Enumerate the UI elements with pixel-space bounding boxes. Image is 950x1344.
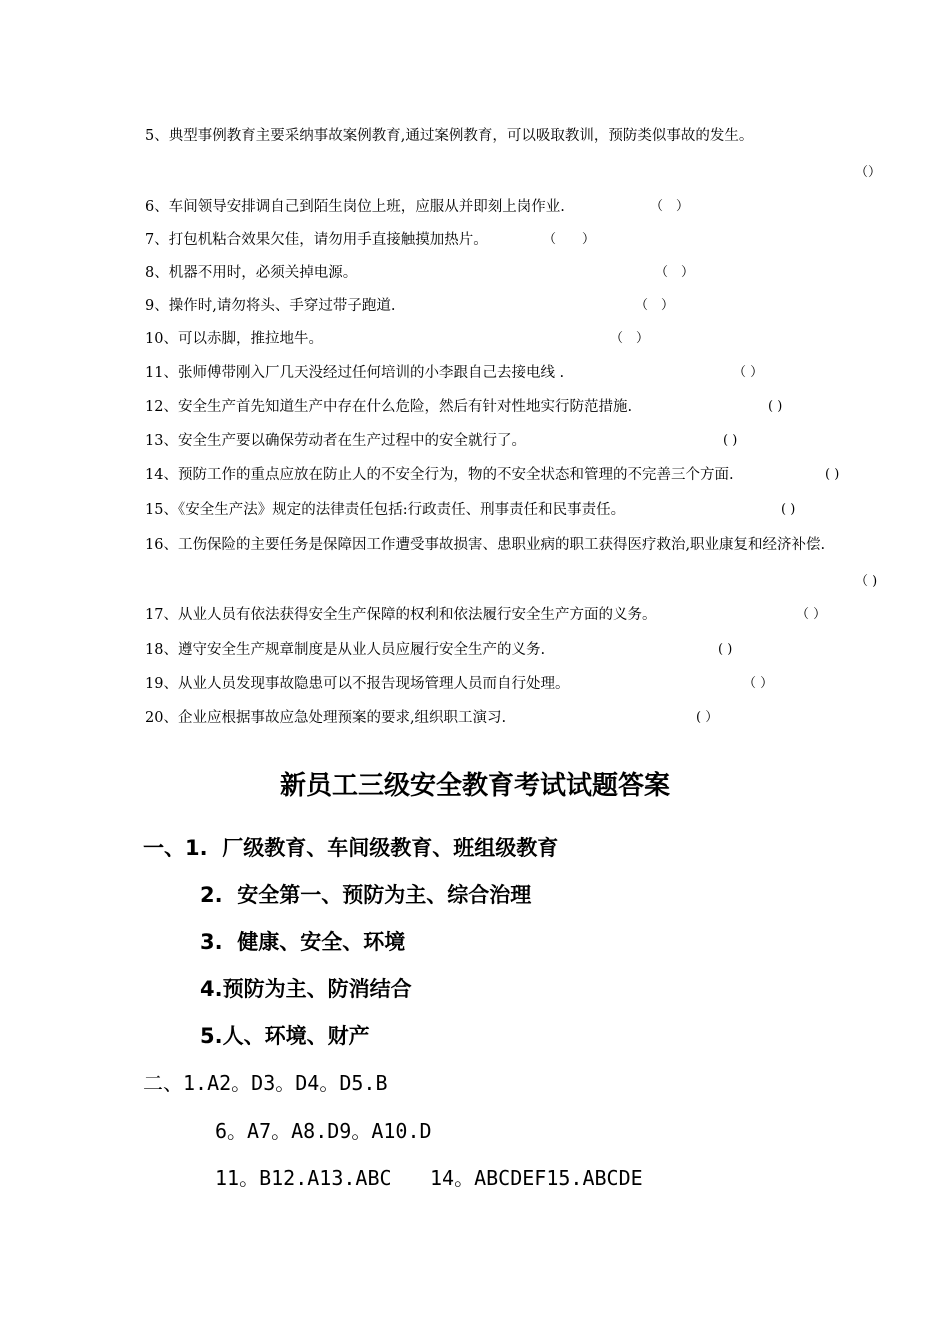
answer-blank-18: ( ) bbox=[718, 642, 733, 657]
question-10: 10、可以赤脚，推拉地牛。 bbox=[145, 331, 323, 347]
answer-blank-11: （ ） bbox=[733, 365, 764, 380]
answer-blank-7: （ ） bbox=[543, 232, 596, 247]
question-17: 17、从业人员有依法获得安全生产保障的权利和依法履行安全生产方面的义务。 bbox=[145, 607, 657, 623]
answer-part2-line2: 6。A7。A8.D9。A10.D bbox=[215, 1119, 432, 1143]
answer-blank-16: （ ) bbox=[855, 574, 878, 589]
answer-part1-item1: 一、1. 厂级教育、车间级教育、班组级教育 bbox=[143, 836, 559, 860]
answer-blank-15: ( ) bbox=[781, 502, 796, 517]
question-13: 13、安全生产要以确保劳动者在生产过程中的安全就行了。 bbox=[145, 433, 526, 449]
question-12: 12、安全生产首先知道生产中存在什么危险，然后有针对性地实行防范措施. bbox=[145, 399, 633, 415]
answer-blank-8: （ ） bbox=[655, 265, 695, 280]
question-11: 11、张师傅带刚入厂几天没经过任何培训的小李跟自己去接电线 . bbox=[145, 365, 565, 381]
answer-part2-line3a: 11。B12.A13.ABC bbox=[215, 1166, 392, 1190]
answer-blank-10: （ ） bbox=[610, 331, 650, 346]
answer-part1-item2: 2. 安全第一、预防为主、综合治理 bbox=[200, 883, 532, 907]
answer-blank-5: （） bbox=[855, 165, 882, 180]
question-9: 9、操作时,请勿将头、手穿过带子跑道. bbox=[145, 298, 396, 314]
answer-part2-line3b: 14。ABCDEF15.ABCDE bbox=[430, 1166, 643, 1190]
answer-blank-12: ( ) bbox=[768, 399, 783, 414]
answer-blank-13: ( ) bbox=[723, 433, 738, 448]
answer-part1-item4: 4.预防为主、防消结合 bbox=[200, 977, 412, 1001]
answer-part1-item5: 5.人、环境、财产 bbox=[200, 1024, 370, 1048]
question-15: 15、《安全生产法》规定的法律责任包括:行政责任、刑事责任和民事责任。 bbox=[145, 502, 626, 518]
question-18: 18、遵守安全生产规章制度是从业人员应履行安全生产的义务. bbox=[145, 642, 546, 658]
question-6: 6、车间领导安排调自己到陌生岗位上班，应服从并即刻上岗作业. bbox=[145, 199, 565, 215]
question-5: 5、典型事例教育主要采纳事故案例教育,通过案例教育，可以吸取教训，预防类似事故的发生。 bbox=[145, 128, 754, 144]
question-16: 16、工伤保险的主要任务是保障因工作遭受事故损害、患职业病的职工获得医疗救治,职业康复和经济补偿. bbox=[145, 537, 826, 553]
answer-blank-9: （ ） bbox=[635, 298, 675, 313]
answer-blank-14: ( ) bbox=[825, 467, 840, 482]
answer-key-title: 新员工三级安全教育考试试题答案 bbox=[279, 771, 670, 801]
answer-blank-20: ( ） bbox=[696, 710, 719, 725]
question-19: 19、从业人员发现事故隐患可以不报告现场管理人员而自行处理。 bbox=[145, 676, 570, 692]
answer-part2-line1: 二、1.A2。D3。D4。D5.B bbox=[143, 1071, 388, 1095]
question-7: 7、打包机粘合效果欠佳，请勿用手直接触摸加热片。 bbox=[145, 232, 488, 248]
question-20: 20、企业应根据事故应急处理预案的要求,组织职工演习. bbox=[145, 710, 507, 726]
answer-blank-6: （ ） bbox=[650, 199, 690, 214]
question-8: 8、机器不用时，必须关掉电源。 bbox=[145, 265, 358, 281]
answer-part1-item3: 3. 健康、安全、环境 bbox=[200, 930, 406, 954]
answer-blank-19: （ ） bbox=[743, 676, 774, 691]
answer-blank-17: （ ） bbox=[796, 607, 827, 622]
question-14: 14、预防工作的重点应放在防止人的不安全行为，物的不安全状态和管理的不完善三个方面. bbox=[145, 467, 734, 483]
